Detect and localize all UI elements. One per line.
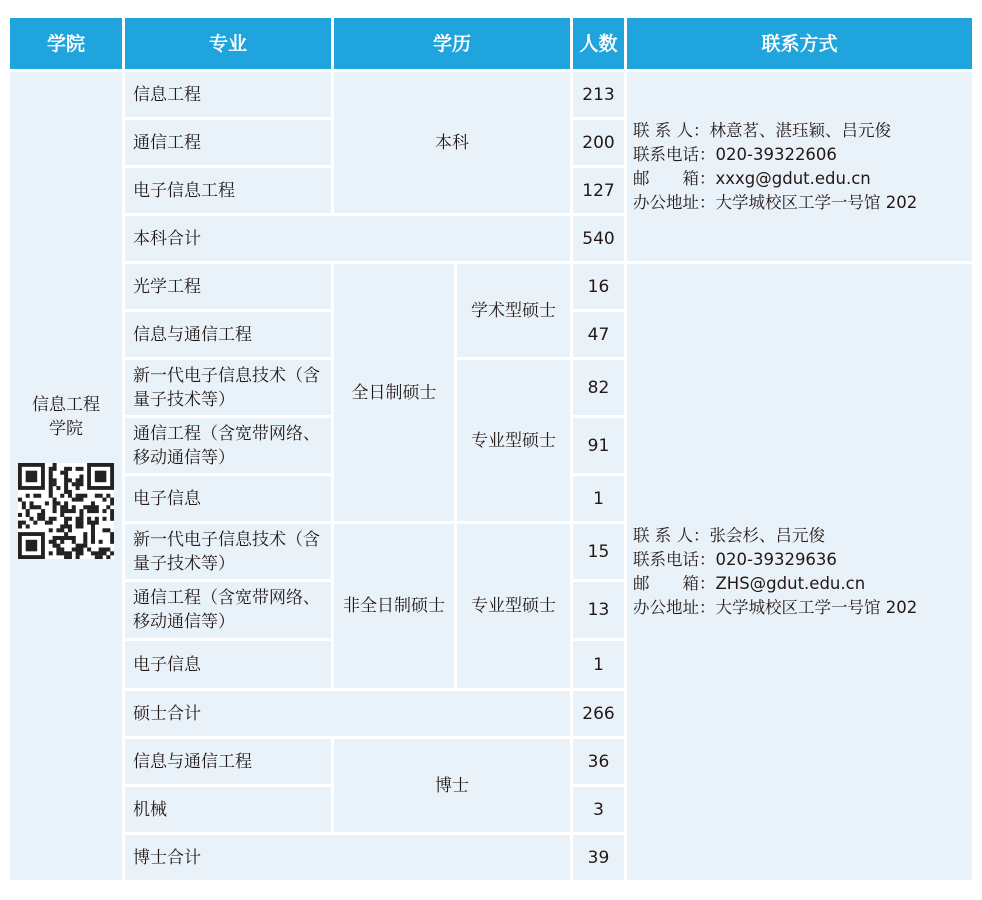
major-line: 移动通信等）: [133, 447, 235, 468]
degree-professional-master-parttime: 专业型硕士: [457, 524, 570, 688]
contact-address: 办公地址：大学城校区工学一号馆 202: [633, 598, 918, 617]
college-name-line1: 信息工程: [32, 395, 100, 415]
contact-person: 联 系 人：林意茗、湛珏颖、吕元俊: [633, 120, 891, 140]
major-line: 量子技术等）: [133, 553, 235, 574]
degree-undergrad: 本科: [334, 72, 570, 213]
major-line: 新一代电子信息技术（含: [133, 529, 320, 550]
table-row-major: [125, 360, 331, 415]
table-row-count: 13: [573, 582, 624, 638]
phd-total-count: 39: [573, 835, 624, 880]
contact-email: 邮 箱：xxxg@gdut.edu.cn: [633, 168, 871, 188]
table-row-count: 3: [573, 787, 624, 832]
table-row-major: 光学工程: [125, 264, 331, 309]
contact-address: 办公地址：大学城校区工学一号馆 202: [633, 192, 918, 212]
header-degree: 学历: [334, 18, 570, 69]
table-row-major: 电子信息工程: [125, 168, 331, 213]
table-row-count: 47: [573, 312, 624, 357]
table-row-count: 127: [573, 168, 624, 213]
table-row-count: 36: [573, 739, 624, 784]
major-line: 通信工程（含宽带网络、: [133, 588, 320, 608]
table-row-count: 1: [573, 641, 624, 688]
major-line: 通信工程（含宽带网络、: [133, 423, 320, 444]
degree-professional-master: 专业型硕士: [457, 360, 570, 521]
contact-email: 邮 箱：ZHS@gdut.edu.cn: [633, 574, 866, 593]
header-college: 学院: [10, 18, 122, 69]
degree-phd: 博士: [334, 739, 570, 832]
undergrad-total-count: 540: [573, 216, 624, 261]
degree-fulltime-master: 全日制硕士: [334, 264, 454, 521]
major-line: 移动通信等）: [133, 612, 235, 632]
table-row-count: 15: [573, 524, 624, 579]
table-row-major: [125, 524, 331, 579]
college-name: [32, 393, 100, 441]
degree-academic-master: 学术型硕士: [457, 264, 570, 357]
table-row-major: 信息与通信工程: [125, 739, 331, 784]
table-row-count: 16: [573, 264, 624, 309]
contact-phone: 联系电话：020-39329636: [633, 550, 837, 569]
contact-phone: 联系电话：020-39322606: [633, 144, 837, 164]
header-count: 人数: [573, 18, 624, 69]
degree-parttime-master: 非全日制硕士: [334, 524, 454, 688]
contact-undergrad: [627, 72, 972, 261]
contact-grad: [627, 264, 972, 880]
table-row-major: [125, 418, 331, 473]
college-cell: [10, 72, 122, 880]
table-row-major: 机械: [125, 787, 331, 832]
table-row-major: 通信工程: [125, 120, 331, 165]
college-name-line2: 学院: [49, 419, 83, 439]
qr-code-icon: [18, 463, 114, 559]
master-total-label: 硕士合计: [125, 691, 570, 736]
table-row-major: 信息工程: [125, 72, 331, 117]
master-total-count: 266: [573, 691, 624, 736]
table-row-count: 91: [573, 418, 624, 473]
undergrad-total-label: 本科合计: [125, 216, 570, 261]
table-row-major: 信息与通信工程: [125, 312, 331, 357]
table-row-major: 电子信息: [125, 476, 331, 521]
major-line: 量子技术等）: [133, 389, 235, 410]
table-row-major: [125, 582, 331, 638]
table-row-count: 213: [573, 72, 624, 117]
table-row-major: 电子信息: [125, 641, 331, 688]
phd-total-label: 博士合计: [125, 835, 570, 880]
table-row-count: 82: [573, 360, 624, 415]
table-row-count: 200: [573, 120, 624, 165]
table-row-count: 1: [573, 476, 624, 521]
header-major: 专业: [125, 18, 331, 69]
header-contact: 联系方式: [627, 18, 972, 69]
contact-person: 联 系 人：张会杉、吕元俊: [633, 526, 825, 545]
major-line: 新一代电子信息技术（含: [133, 365, 320, 386]
